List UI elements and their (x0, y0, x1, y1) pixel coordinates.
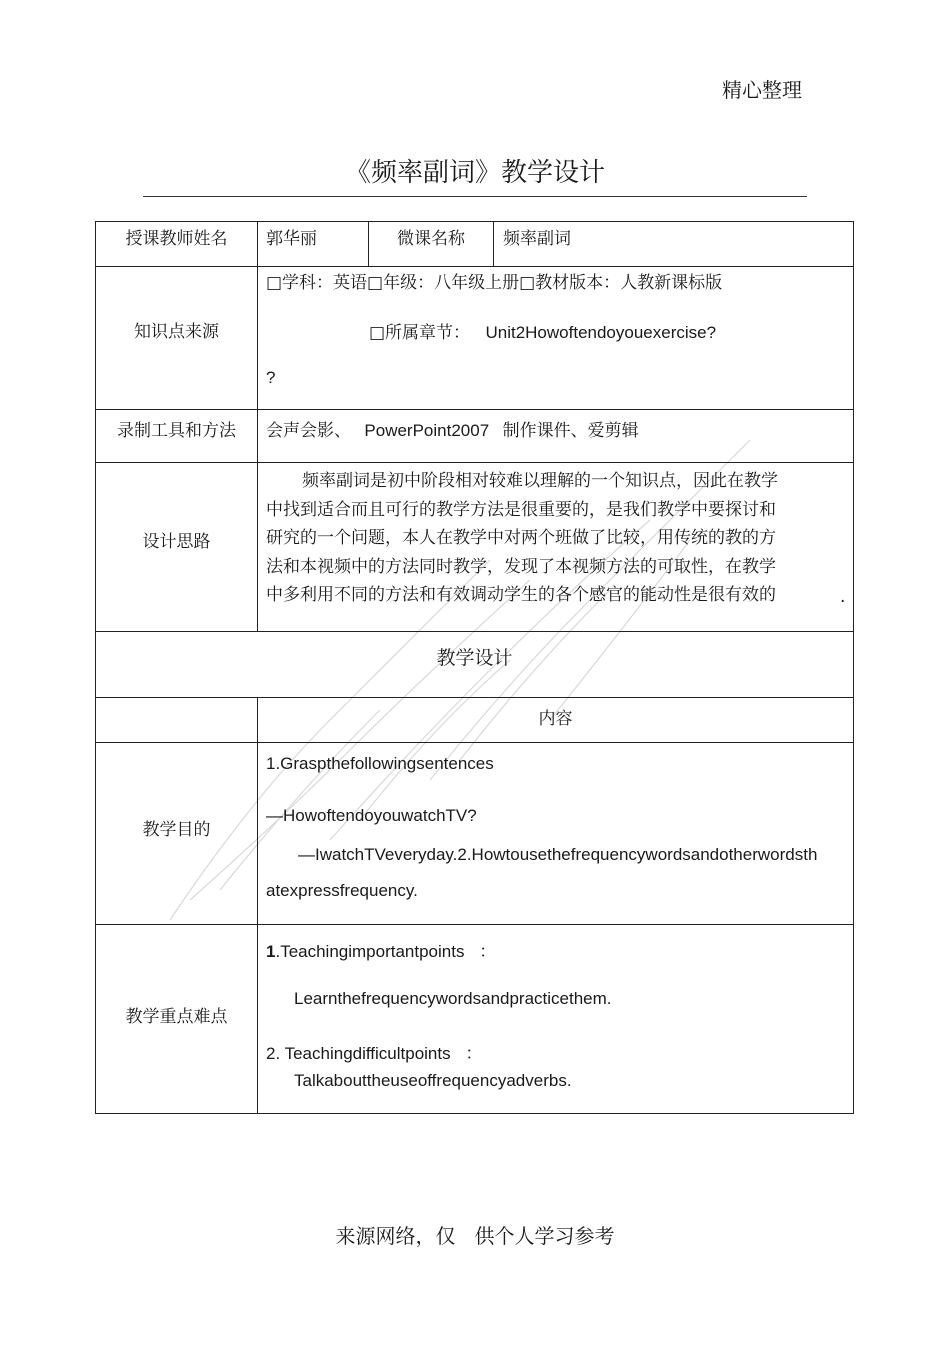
table-col-divider (493, 221, 494, 267)
objectives-label: 教学目的 (142, 820, 211, 840)
table-rule (95, 266, 854, 267)
objective-line: atexpressfrequency. (266, 881, 418, 900)
table-rule (95, 631, 854, 632)
teacher-name-value: 郭华丽 (266, 229, 317, 249)
table-border-top (95, 221, 854, 222)
key-point-number: 1 (266, 942, 276, 961)
footer-note: 来源网络，仅 供个人学习参考 (335, 1224, 615, 1248)
key-point-colon: ： (479, 942, 497, 961)
key-point-title (266, 1039, 482, 1064)
design-idea-label: 设计思路 (142, 532, 211, 552)
table-rule (95, 462, 854, 463)
design-idea-line: 法和本视频中的方法同时教学，发现了本视频方法的可取性，在教学 (266, 556, 776, 577)
key-point-colon: ： (465, 1044, 483, 1063)
table-col-divider (257, 221, 258, 632)
design-idea-text (266, 467, 826, 610)
content-header: 内容 (538, 709, 573, 729)
table-rule (95, 697, 854, 698)
table-rule (95, 742, 854, 743)
source-extra-mark: ? (266, 368, 276, 387)
tools-value-part: 会声会影、 (266, 421, 351, 441)
objective-line: 1.Graspthefollowingsentences (266, 754, 494, 773)
key-point-title-text: 2. Teachingdifficultpoints (266, 1044, 451, 1063)
source-chapter-line (369, 318, 716, 343)
table-border-right (853, 221, 854, 1114)
source-subject-line: □学科：英语□年级：八年级上册□教材版本：人教新课标版 (266, 273, 723, 293)
table-rule (95, 409, 854, 410)
tools-value-part: 制作课件、爱剪辑 (502, 421, 639, 441)
page-title: 《频率副词》教学设计 (344, 158, 605, 188)
table-rule (95, 924, 854, 925)
key-point-body: Learnthefrequencywordsandpracticethem. (294, 989, 612, 1008)
source-label: 知识点来源 (134, 322, 219, 342)
tools-label: 录制工具和方法 (117, 421, 236, 441)
course-name-value: 频率副词 (503, 229, 571, 249)
chapter-label: □所属章节： (369, 323, 471, 343)
tools-software: PowerPoint2007 (364, 421, 490, 440)
design-idea-line: 频率副词是初中阶段相对较难以理解的一个知识点，因此在教学 (302, 471, 778, 491)
title-underline (143, 196, 807, 197)
course-name-label: 微课名称 (397, 229, 465, 249)
key-point-title-text: .Teachingimportantpoints (275, 942, 465, 961)
key-point-title (266, 937, 496, 962)
table-col-divider (257, 697, 258, 1114)
objective-line: —IwatchTVeveryday.2.Howtousethefrequencywordsandotherwordsth (298, 845, 818, 864)
design-idea-line: 研究的一个问题，本人在教学中对两个班做了比较，用传统的教的方 (266, 528, 776, 548)
section-title: 教学设计 (436, 647, 513, 669)
key-points-label: 教学重点难点 (125, 1007, 228, 1027)
teacher-name-label: 授课教师姓名 (125, 229, 228, 249)
design-idea-line: 中多利用不同的方法和有效调动学生的各个感官的能动性是很有效的 (266, 585, 776, 605)
tools-value (266, 416, 639, 441)
objective-line: —HowoftendoyouwatchTV? (266, 806, 477, 825)
header-note: 精心整理 (722, 78, 802, 102)
table-border-bottom (95, 1113, 854, 1114)
design-idea-line: 中找到适合而且可行的教学方法是很重要的，是我们教学中要探讨和 (266, 499, 776, 520)
key-point-body: Talkabouttheuseoffrequencyadverbs. (294, 1071, 572, 1090)
chapter-value: Unit2Howoftendoyouexercise? (485, 323, 717, 342)
design-idea-end-mark: . (840, 587, 846, 607)
